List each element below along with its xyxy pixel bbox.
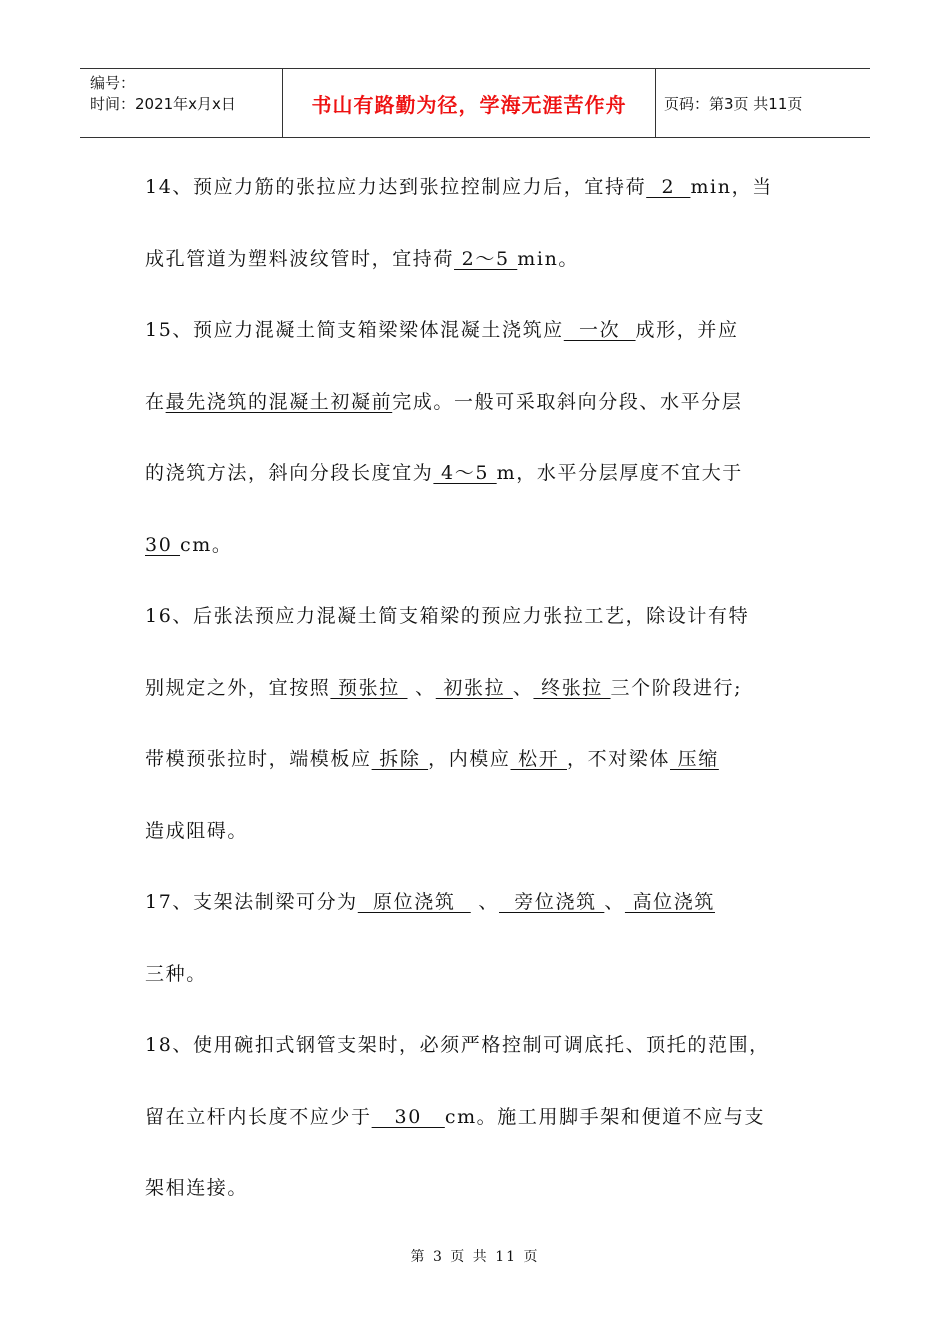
- answer-blank: 初张拉: [435, 676, 513, 699]
- question-text: 成形，并应: [635, 319, 739, 341]
- question-text: 、: [512, 676, 534, 699]
- time-label: 时间：2021年x月x日: [90, 95, 236, 113]
- text-line: [145, 1082, 820, 1154]
- answer-blank: 2～5: [454, 247, 518, 270]
- question-text: 、: [604, 891, 625, 913]
- question-text: 18、使用碗扣式钢管支架时，必须严格控制可调底托、顶托的范围，: [145, 1034, 770, 1056]
- question-text: cm。: [180, 533, 233, 556]
- answer-blank: 拆除: [371, 748, 429, 770]
- question-text: 16、后张法预应力混凝土简支箱梁的预应力张拉工艺，除设计有特: [145, 605, 750, 627]
- question-text: 15、预应力混凝土简支箱梁梁体混凝土浇筑应: [145, 319, 564, 341]
- text-line: [145, 1010, 820, 1082]
- question-text: 14、预应力筋的张拉应力达到张拉控制应力后，宜持荷: [145, 176, 647, 198]
- question-text: cm。施工用脚手架和便道不应与支: [444, 1105, 766, 1128]
- page-footer: 第 3 页 共 11 页: [410, 1249, 540, 1265]
- text-line: [145, 1153, 820, 1225]
- answer-blank: 终张拉: [533, 676, 611, 699]
- text-line: [145, 867, 820, 939]
- answer-blank: 松开: [510, 748, 567, 770]
- motto: 书山有路勤为径，学海无涯苦作舟: [283, 69, 656, 137]
- page-label: 页码：第3页 共11页: [664, 94, 803, 113]
- text-line: [145, 367, 820, 439]
- text-line: [145, 438, 820, 510]
- answer-blank: 2: [646, 176, 691, 198]
- question-text: 、: [407, 676, 436, 699]
- text-line: [145, 152, 820, 224]
- document-body: [145, 152, 820, 1225]
- answer-blank: 一次: [563, 319, 636, 341]
- question-text: 架相连接。: [145, 1177, 249, 1199]
- text-line: [145, 796, 820, 868]
- code-label: 编号：: [90, 74, 136, 92]
- text-line: [145, 653, 820, 725]
- question-text: 、: [470, 891, 499, 913]
- question-text: m，水平分层厚度不宜大于: [496, 462, 743, 484]
- question-text: min，当: [690, 176, 773, 198]
- text-line: [145, 581, 820, 653]
- question-text: min。: [517, 247, 580, 270]
- question-text: 17、支架法制梁可分为: [145, 891, 358, 913]
- question-text: 的浇筑方法，斜向分段长度宜为: [145, 462, 434, 484]
- question-text: ，不对梁体: [566, 748, 670, 770]
- question-text: 造成阻碍。: [145, 819, 249, 842]
- question-text: 三个阶段进行;: [610, 676, 743, 699]
- question-text: 三种。: [145, 962, 207, 985]
- text-line: [145, 939, 820, 1011]
- answer-blank: 旁位浇筑: [499, 891, 605, 913]
- text-line: [145, 510, 820, 582]
- answer-blank: 原位浇筑: [357, 891, 471, 913]
- text-line: [145, 295, 820, 367]
- question-text: 完成。一般可采取斜向分段、水平分层: [392, 390, 743, 413]
- question-text: 别规定之外，宜按照: [145, 676, 331, 699]
- header-info: [80, 69, 283, 137]
- question-text: 留在立杆内长度不应少于: [145, 1105, 372, 1128]
- answer-blank: 最先浇筑的混凝土初凝前: [165, 390, 393, 413]
- question-text: 在: [145, 390, 166, 413]
- text-line: [145, 724, 820, 796]
- page-header: [80, 68, 870, 138]
- question-text: 带模预张拉时，端模板应: [145, 748, 372, 770]
- answer-blank: 4～5: [433, 462, 497, 484]
- answer-blank: 30: [145, 533, 181, 556]
- question-text: 成孔管道为塑料波纹管时，宜持荷: [145, 247, 455, 270]
- question-text: ，内模应: [428, 748, 511, 770]
- answer-blank: 预张拉: [330, 676, 408, 699]
- answer-blank: 高位浇筑: [624, 891, 715, 913]
- text-line: [145, 224, 820, 296]
- answer-blank: 压缩: [670, 748, 719, 770]
- answer-blank: 30: [371, 1105, 445, 1128]
